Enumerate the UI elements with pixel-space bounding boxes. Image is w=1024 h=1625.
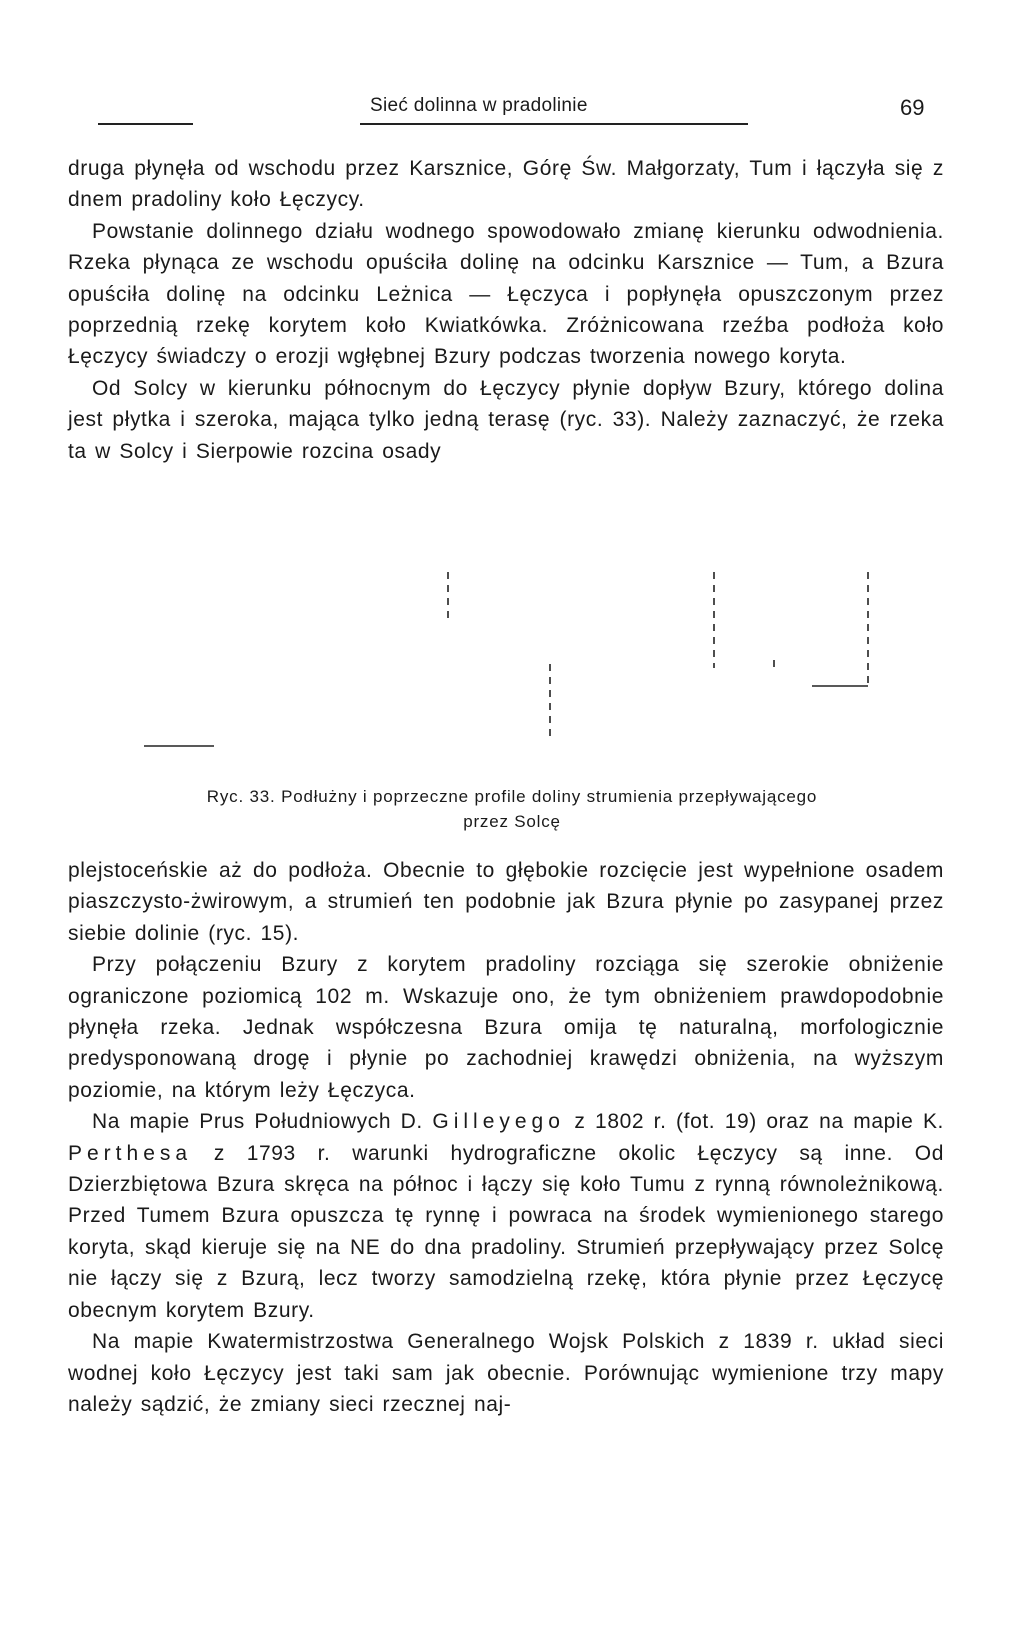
paragraph	[68, 1106, 944, 1326]
figure-caption: Ryc. 33. Podłużny i poprzeczne profile doliny strumienia przepływającego	[206, 787, 818, 806]
header-rule-left	[98, 123, 193, 125]
upper-text	[68, 153, 944, 467]
author-name: Perthesa	[68, 1141, 193, 1165]
text-run: Na mapie Prus Południowych D.	[92, 1110, 433, 1134]
page-number: 69	[900, 95, 925, 120]
paragraph: druga płynęła od wschodu przez Karsznice, Górę Św. Małgorzaty, Tum i łączyła się z dnem pradoliny koło Łęczycy.	[68, 157, 944, 212]
header-rule-right	[360, 123, 748, 125]
author-name: Gilleyego	[432, 1110, 565, 1134]
paragraph: plejstoceńskie aż do podłoża. Obecnie to głębokie rozcięcie jest wypełnione osadem piaszczysto-żwirowym, a strumień ten podobnie jak Bzura płynie po zasypanej przez siebie dolinie (ryc. 15).	[68, 859, 944, 945]
figure-caption: przez Solcę	[463, 812, 561, 831]
valley-profiles-drawing	[0, 560, 1024, 760]
lower-text	[68, 855, 944, 1420]
paragraph: Na mapie Kwatermistrzostwa Generalnego Wojsk Polskich z 1839 r. układ sieci wodnej koło Łęczycy jest taki sam jak obecnie. Porównując wymienione trzy mapy należy sądzić, że zmiany sieci rzecznej naj-	[68, 1330, 944, 1416]
text-run: z 1802 r. (fot. 19) oraz na mapie K.	[564, 1110, 944, 1134]
figure-ryc-33	[0, 560, 1024, 830]
running-header-title: Sieć dolinna w pradolinie	[370, 95, 588, 116]
paragraph: Przy połączeniu Bzury z korytem pradoliny rozciąga się szerokie obniżenie ograniczone poziomicą 102 m. Wskazuje ono, że tym obniżeniem prawdopodobnie płynęła rzeka. Jednak współczesna Bzura omija tę naturalną, morfologicznie predysponowaną drogę i płynie po zachodniej krawędzi obniżenia, na wyższym poziomie, na którym leży Łęczyca.	[68, 953, 944, 1102]
text-run: z 1793 r. warunki hydrograficzne okolic Łęczycy są inne. Od Dzierzbiętowa Bzura skręca na północ i łączy się koło Tumu z rynną równoleżnikową. Przed Tumem Bzura opuszcza tę rynnę i powraca na środek wymienionego starego koryta, skąd kieruje się na NE do dna pradoliny. Strumień przepływający przez Solcę nie łączy się z Bzurą, lecz tworzy samodzielną rzekę, która płynie przez Łęczycę obecnym korytem Bzury.	[68, 1141, 944, 1322]
paragraph: Powstanie dolinnego działu wodnego spowodowało zmianę kierunku odwodnienia. Rzeka płynąca ze wschodu opuściła dolinę na odcinku Karsznice — Tum, a Bzura opuściła dolinę na odcinku Leżnica — Łęczyca i popłynęła opuszczonym przez poprzednią rzekę korytem koło Kwiatkówka. Zróżnicowana rzeźba podłoża koło Łęczycy świadczy o erozji wgłębnej Bzury podczas tworzenia nowego koryta.	[68, 219, 944, 369]
paragraph: Od Solcy w kierunku północnym do Łęczycy płynie dopływ Bzury, którego dolina jest płytka i szeroka, mająca tylko jedną terasę (ryc. 33). Należy zaznaczyć, że rzeka ta w Solcy i Sierpowie rozcina osady	[68, 376, 944, 463]
